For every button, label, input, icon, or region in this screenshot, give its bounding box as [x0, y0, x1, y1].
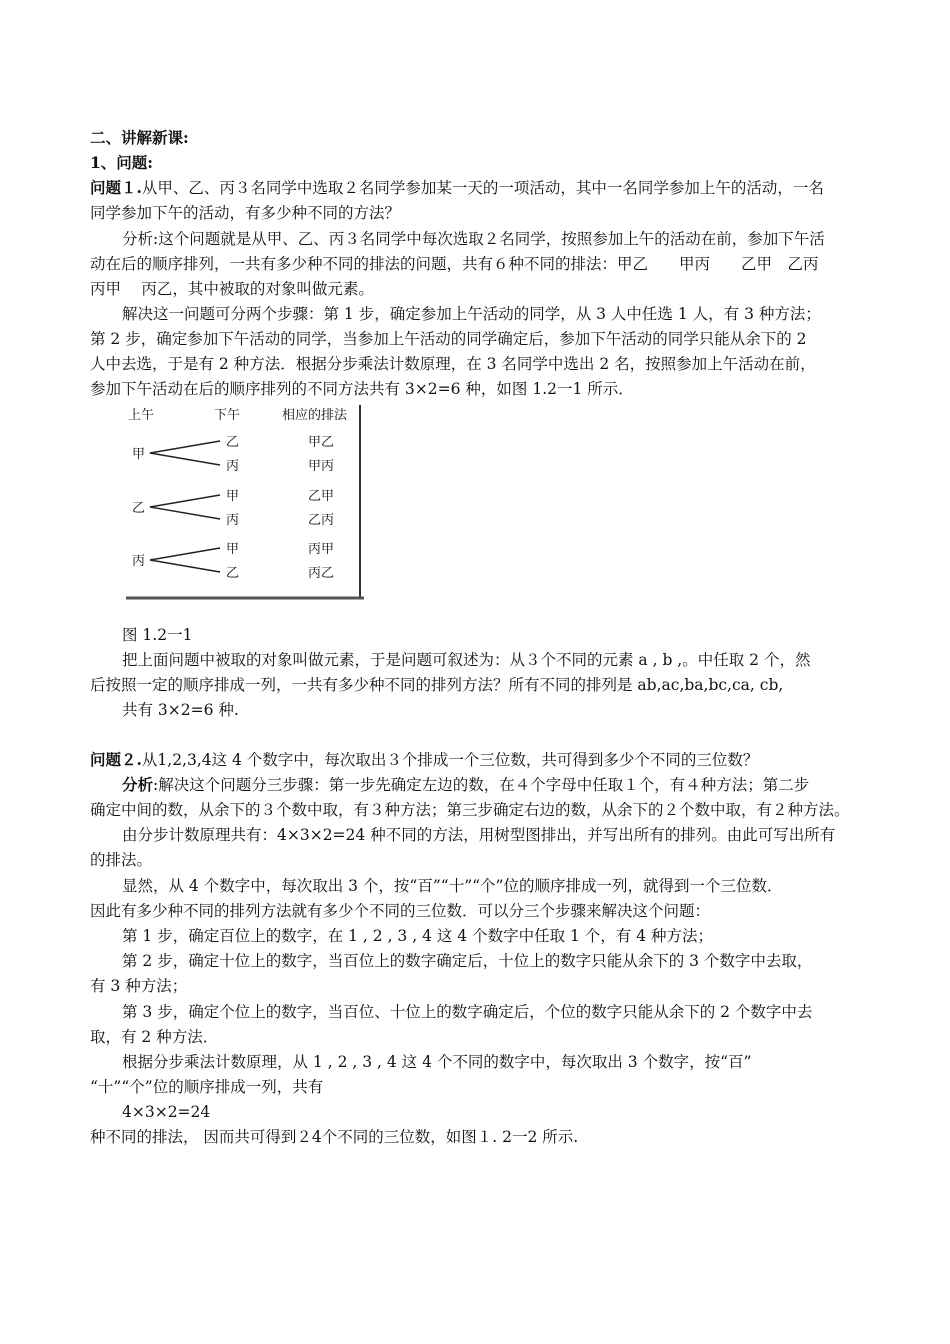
tree-branch	[150, 495, 220, 507]
element-line3: 共有 3×2=6 种.	[122, 701, 239, 719]
tree-result: 丙甲	[308, 542, 335, 557]
problem2-analysis-label: 分析	[122, 775, 154, 794]
problem2-text: 从1,2,3,4这 4 个数字中，每次取出３个排成一个三位数，共可得到多少个不同的三位数？	[141, 751, 759, 769]
tree-leaf-node: 甲	[226, 489, 240, 504]
problem1-analysis-line1: 分析:这个问题就是从甲、乙、丙３名同学中每次选取２名同学，按照参加上午的活动在前，参加下午活	[122, 230, 825, 248]
problem2-analysis-line2: 确定中间的数，从余下的３个数中取，有３种方法；第三步确定右边的数，从余下的２个数中取，有２种方法。	[90, 801, 850, 819]
tree-root-node: 乙	[132, 501, 146, 516]
tree-leaf-node: 丙	[226, 459, 240, 474]
tree-header-morning: 上午	[128, 408, 155, 423]
problem2-step1: 第 1 步，确定百位上的数字，在 1 , 2 , 3 , 4 这 4 个数字中任取 1 个，有 4 种方法；	[122, 927, 714, 945]
section-heading: 二、讲解新课:	[90, 128, 189, 147]
problem2-step3-line2: 取，有 2 种方法．	[90, 1028, 219, 1046]
problem2-count-line1: 由分步计数原理共有：4×3×2=24 种不同的方法，用树型图排出，并写出所有的排列。由此可写出所有	[122, 826, 836, 844]
problem2-analysis-line1	[122, 775, 902, 795]
tree-root-node: 丙	[132, 554, 146, 569]
tree-header-arrangement: 相应的排法	[282, 408, 348, 423]
problem1-solve-line1: 解决这一问题可分两个步骤：第 1 步，确定参加上午活动的同学，从 3 人中任选 1 人，有 3 种方法；	[122, 305, 821, 323]
problem1-line1	[90, 178, 870, 198]
tree-result: 乙丙	[308, 513, 335, 528]
problem1-label: 问题１.	[90, 178, 142, 197]
tree-diagram-figure	[122, 403, 368, 603]
problem2-step2-line1: 第 2 步，确定十位上的数字，当百位上的数字确定后，十位上的数字只能从余下的 3 个数字中去取，	[122, 952, 813, 970]
problem1-analysis-line3: 丙甲 丙乙，其中被取的对象叫做元素。	[90, 280, 374, 298]
figure-caption-1: 图 1.2一1	[122, 626, 193, 644]
tree-branch	[150, 441, 220, 453]
problem2-line1	[90, 750, 870, 770]
problem2-obvious-line1: 显然，从 4 个数字中，每次取出 3 个，按“百”“十”“个”位的顺序排成一列，就得到一个三位数．	[122, 877, 783, 895]
problem1-solve-line4: 参加下午活动在后的顺序排列的不同方法共有 3×2=6 种，如图 1.2一1 所示．	[90, 380, 634, 398]
element-line1: 把上面问题中被取的对象叫做元素，于是问题可叙述为：从３个不同的元素 a , b ,。中任取 2 个，然	[122, 651, 811, 669]
tree-header-afternoon: 下午	[214, 408, 241, 423]
tree-root-node: 甲	[132, 447, 146, 462]
problem1-line2: 同学参加下午的活动，有多少种不同的方法？	[90, 204, 401, 222]
problem2-principle-line2: “十”“个”位的顺序排成一列，共有	[90, 1078, 324, 1096]
tree-leaf-node: 甲	[226, 542, 240, 557]
tree-branch	[150, 453, 220, 465]
problem1-text: 从甲、乙、丙３名同学中选取２名同学参加某一天的一项活动，其中一名同学参加上午的活动，一名	[141, 179, 824, 197]
tree-leaf-node: 乙	[226, 566, 240, 581]
tree-branch	[150, 507, 220, 519]
problem2-obvious-line2: 因此有多少种不同的排列方法就有多少个不同的三位数．可以分三个步骤来解决这个问题：	[90, 902, 711, 920]
problem2-step2-line2: 有 3 种方法；	[90, 977, 188, 995]
problem2-count-line2: 的排法。	[90, 851, 153, 869]
problem2-formula: 4×3×2=24	[122, 1103, 211, 1121]
problem1-analysis-line2: 动在后的顺序排列，一共有多少种不同的排法的问题，共有６种不同的排法：甲乙 甲丙 乙甲 乙丙	[90, 255, 819, 273]
tree-result: 甲乙	[308, 435, 335, 450]
tree-result: 乙甲	[308, 489, 335, 504]
tree-leaf-node: 丙	[226, 513, 240, 528]
problem2-analysis-text: :解决这个问题分三步骤：第一步先确定左边的数，在４个字母中任取１个，有４种方法；第二步	[153, 776, 810, 794]
tree-result: 甲丙	[308, 459, 335, 474]
problem2-label: 问题２.	[90, 750, 142, 769]
problem2-principle-line1: 根据分步乘法计数原理，从 1 , 2 , 3 , 4 这 4 个不同的数字中，每次取出 3 个数字，按“百”	[122, 1053, 752, 1071]
subsection-heading: 1、问题:	[90, 153, 154, 172]
tree-branch	[150, 560, 220, 572]
tree-result: 丙乙	[308, 566, 335, 581]
element-line2: 后按照一定的顺序排成一列，一共有多少种不同的排列方法？所有不同的排列是 ab,ac,ba,bc,ca, cb,	[90, 676, 784, 694]
problem2-conclusion: 种不同的排法， 因而共可得到２4个不同的三位数，如图１. 2一2 所示.	[90, 1128, 579, 1146]
problem2-step3-line1: 第 3 步，确定个位上的数字，当百位、十位上的数字确定后，个位的数字只能从余下的 2 个数字中去	[122, 1003, 813, 1021]
tree-leaf-node: 乙	[226, 435, 240, 450]
problem1-solve-line3: 人中去选，于是有 2 种方法．根据分步乘法计数原理，在 3 名同学中选出 2 名，按照参加上午活动在前，	[90, 355, 816, 373]
tree-branch	[150, 548, 220, 560]
problem1-solve-line2: 第 2 步，确定参加下午活动的同学，当参加上午活动的同学确定后，参加下午活动的同学只能从余下的 2	[90, 330, 807, 348]
